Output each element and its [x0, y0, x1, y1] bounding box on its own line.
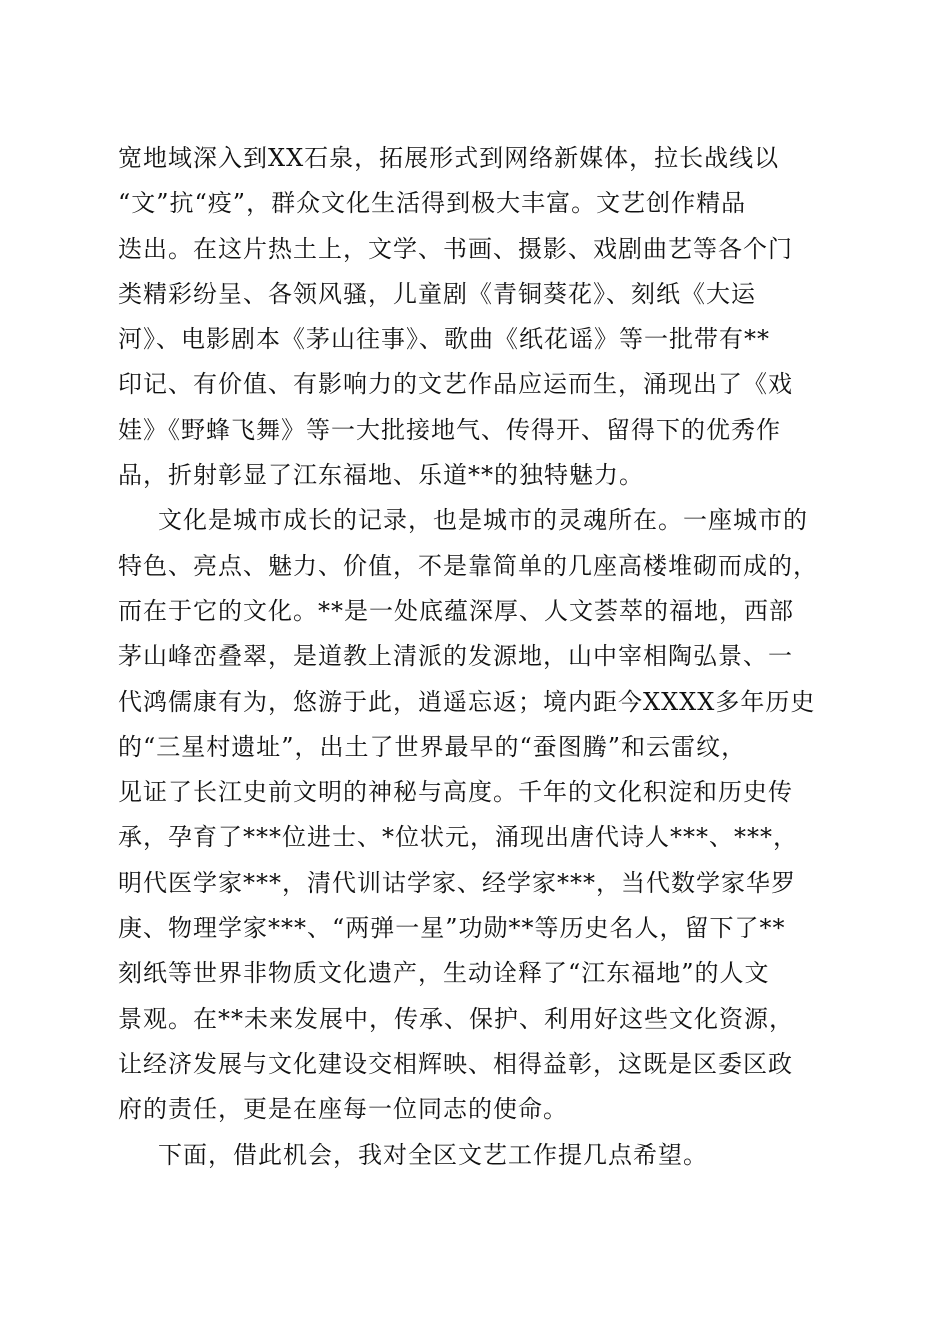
- text-line: 河》、电影剧本《茅山往事》、歌曲《纸花谣》等一批带有**: [118, 325, 770, 354]
- text-line: 迭出。在这片热土上，文学、书画、摄影、戏剧曲艺等各个门: [118, 234, 793, 263]
- text-line: 品，折射彰显了江东福地、乐道**的独特魅力。: [118, 461, 644, 490]
- text-line: 庚、物理学家***、“两弹一星”功勋**等历史名人，留下了**: [118, 914, 786, 943]
- text-line: 文化是城市成长的记录，也是城市的灵魂所在。一座城市的: [158, 506, 808, 535]
- text-line: 的“三星村遗址”，出土了世界最早的“蚕图腾”和云雷纹，: [118, 732, 747, 761]
- text-line: 宽地域深入到XX石泉，拓展形式到网络新媒体，拉长战线以: [118, 144, 780, 172]
- body-text: [118, 136, 838, 1178]
- text-line: 让经济发展与文化建设交相辉映、相得益彰，这既是区委区政: [118, 1049, 793, 1078]
- text-line: 景观。在**未来发展中，传承、保护、利用好这些文化资源，: [118, 1004, 794, 1033]
- text-line: 见证了长江史前文明的神秘与高度。千年的文化积淀和历史传: [118, 778, 793, 807]
- text-line: 特色、亮点、魅力、价值，不是靠简单的几座高楼堆砌而成的，: [118, 551, 818, 580]
- text-line: 刻纸等世界非物质文化遗产，生动诠释了“江东福地”的人文: [118, 959, 770, 988]
- text-line: 而在于它的文化。**是一处底蕴深厚、人文荟萃的福地，西部: [118, 596, 794, 625]
- text-line: 下面，借此机会，我对全区文艺工作提几点希望。: [158, 1140, 708, 1169]
- text-line: 茅山峰峦叠翠，是道教上清派的发源地，山中宰相陶弘景、一: [118, 642, 793, 671]
- paragraph-3: [118, 1133, 838, 1178]
- text-line: “文”抗“疫”，群众文化生活得到极大丰富。文艺创作精品: [118, 189, 747, 218]
- text-line: 明代医学家***，清代训诂学家、经学家***，当代数学家华罗: [118, 868, 796, 897]
- text-line: 娃》《野蜂飞舞》等一大批接地气、传得开、留得下的优秀作: [118, 415, 781, 444]
- paragraph-2: [118, 498, 838, 1132]
- text-line: 印记、有价值、有影响力的文艺作品应运而生，涌现出了《戏: [118, 370, 793, 399]
- text-line: 府的责任，更是在座每一位同志的使命。: [118, 1095, 568, 1124]
- text-line: 类精彩纷呈、各领风骚，儿童剧《青铜葵花》、刻纸《大运: [118, 279, 756, 308]
- text-line: 代鸿儒康有为，悠游于此，逍遥忘返；境内距今XXXX多年历史: [118, 687, 816, 716]
- text-line: 承，孕育了***位进士、*位状元，涌现出唐代诗人***、***，: [118, 823, 798, 852]
- paragraph-1: [118, 136, 838, 498]
